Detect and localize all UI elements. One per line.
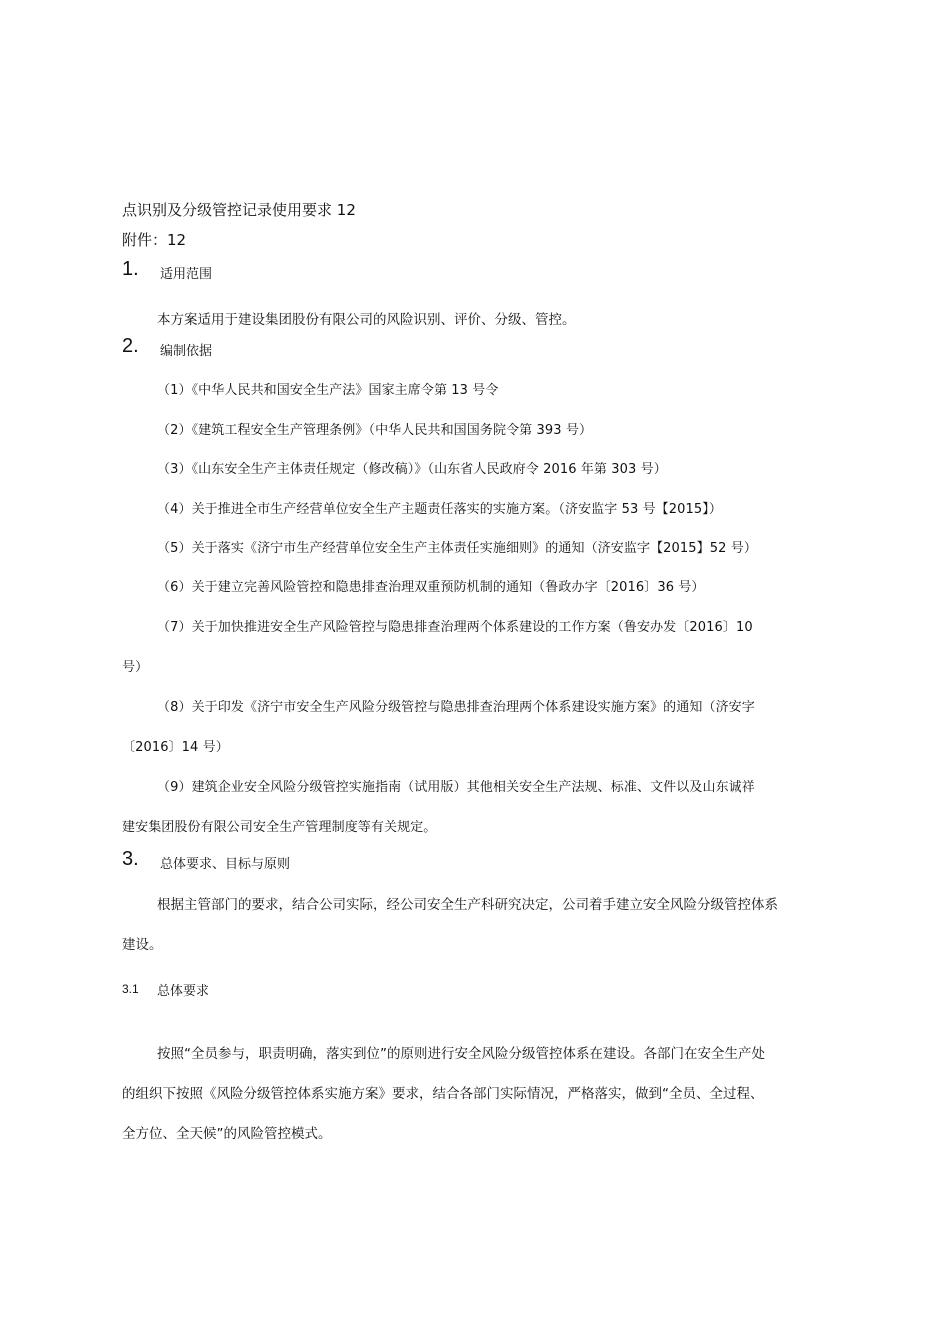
reference-7-line-2: 号） [122, 660, 149, 675]
reference-8-line-2: 〔2016〕14 号） [122, 740, 229, 755]
subsection-paragraph-line-1: 按照“全员参与，职责明确，落实到位”的原则进行安全风险分级管控体系在建设。各部门在安全生产处 [157, 1046, 765, 1062]
reference-2: （2）《建筑工程安全生产管理条例》（中华人民共和国国务院令第 393 号） [157, 423, 593, 438]
section-3-number: 3. [122, 848, 139, 870]
reference-5: （5）关于落实《济宁市生产经营单位安全生产主体责任实施细则》的通知（济安监字【2015】52 号） [157, 541, 757, 556]
reference-1: （1）《中华人民共和国安全生产法》国家主席令第 13 号令 [157, 383, 499, 398]
reference-9-line-2: 建安集团股份有限公司安全生产管理制度等有关规定。 [122, 820, 437, 835]
reference-6: （6）关于建立完善风险管控和隐患排查治理双重预防机制的通知（鲁政办字〔2016〕36 号） [157, 580, 705, 595]
toc-line-1: 点识别及分级管控记录使用要求 12 [122, 201, 356, 219]
subsection-paragraph-line-2: 的组织下按照《风险分级管控体系实施方案》要求，结合各部门实际情况，严格落实，做到“全员、全过程、 [122, 1086, 764, 1102]
reference-4: （4）关于推进全市生产经营单位安全生产主题责任落实的实施方案。（济安监字 53 号【2015】） [157, 502, 722, 517]
scope-text: 本方案适用于建设集团股份有限公司的风险识别、评价、分级、管控。 [157, 312, 576, 328]
section-3-paragraph-line-1: 根据主管部门的要求，结合公司实际，经公司安全生产科研究决定，公司着手建立安全风险分级管控体系 [157, 897, 778, 913]
reference-8-line-1: （8）关于印发《济宁市安全生产风险分级管控与隐患排查治理两个体系建设实施方案》的通知（济安字 [157, 700, 755, 715]
section-1-title: 适用范围 [160, 267, 213, 282]
toc-line-2: 附件：12 [122, 231, 187, 249]
section-3-title: 总体要求、目标与原则 [160, 857, 291, 872]
section-2-number: 2. [122, 335, 139, 357]
subsection-3-1-title: 总体要求 [157, 984, 210, 999]
reference-7-line-1: （7）关于加快推进安全生产风险管控与隐患排查治理两个体系建设的工作方案（鲁安办发〔2016〕10 [157, 620, 753, 635]
subsection-paragraph-line-3: 全方位、全天候”的风险管控模式。 [122, 1126, 332, 1142]
section-2-title: 编制依据 [160, 344, 213, 359]
reference-3: （3）《山东安全生产主体责任规定（修改稿）》（山东省人民政府令 2016 年第 303 号） [157, 462, 667, 477]
reference-9-line-1: （9）建筑企业安全风险分级管控实施指南（试用版）其他相关安全生产法规、标准、文件以及山东诚祥 [157, 780, 755, 795]
subsection-3-1-number: 3.1 [122, 982, 139, 996]
section-3-paragraph-line-2: 建设。 [122, 937, 163, 953]
section-1-number: 1. [122, 258, 139, 280]
